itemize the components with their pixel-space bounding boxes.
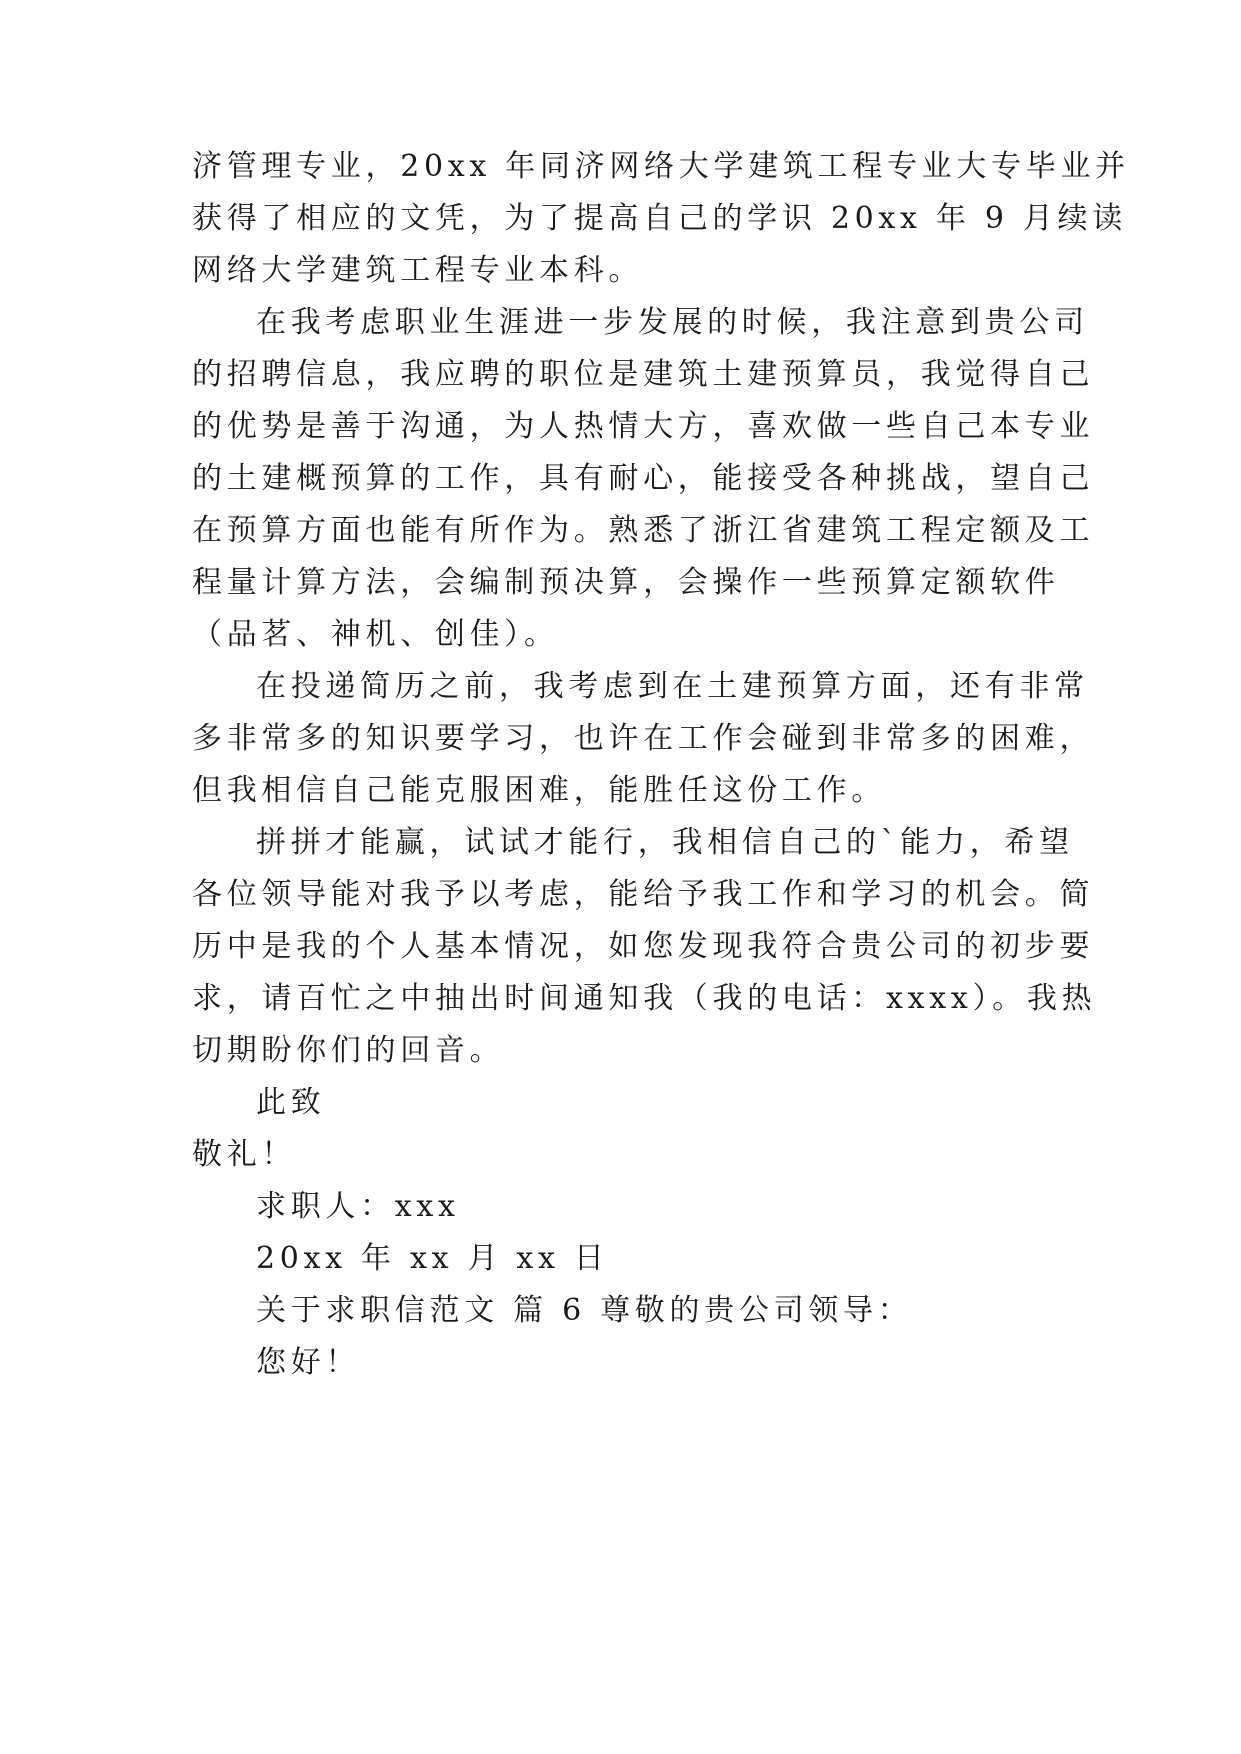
paragraph-start: 拼拼才能赢，试试才能行，我相信自己的`能力，希望: [256, 825, 1074, 860]
text-line: 获得了相应的文凭，为了提高自己的学识 20xx 年 9 月续读: [192, 201, 1127, 236]
text-line: 多非常多的知识要学习，也许在工作会碰到非常多的困难，: [192, 721, 1095, 756]
section-heading: 关于求职信范文 篇 6 尊敬的贵公司领导：: [256, 1293, 913, 1328]
text-line: 的土建概预算的工作，具有耐心，能接受各种挑战，望自己: [192, 461, 1095, 496]
paragraph-start: 在投递简历之前，我考虑到在土建预算方面，还有非常: [256, 669, 1089, 704]
signature-date: 20xx 年 xx 月 xx 日: [256, 1241, 609, 1276]
text-line: 求，请百忙之中抽出时间通知我（我的电话：xxxx）。我热: [192, 981, 1097, 1016]
closing-regards: 敬礼！: [192, 1137, 297, 1172]
text-line: （品茗、神机、创佳）。: [192, 617, 559, 652]
text-line: 济管理专业，20xx 年同济网络大学建筑工程专业大专毕业并: [192, 149, 1130, 184]
text-line: 网络大学建筑工程专业本科。: [192, 253, 644, 288]
paragraph-start: 在我考虑职业生涯进一步发展的时候，我注意到贵公司: [256, 305, 1089, 340]
text-line: 历中是我的个人基本情况，如您发现我符合贵公司的初步要: [192, 929, 1095, 964]
closing-salutation: 此致: [256, 1085, 326, 1120]
text-line: 但我相信自己能克服困难，能胜任这份工作。: [192, 773, 886, 808]
text-line: 程量计算方法，会编制预决算，会操作一些预算定额软件: [192, 565, 1060, 600]
text-line: 的招聘信息，我应聘的职位是建筑土建预算员，我觉得自己: [192, 357, 1095, 392]
text-line: 在预算方面也能有所作为。熟悉了浙江省建筑工程定额及工: [192, 513, 1095, 548]
text-line: 的优势是善于沟通，为人热情大方，喜欢做一些自己本专业: [192, 409, 1095, 444]
greeting: 您好！: [256, 1345, 361, 1380]
text-line: 各位领导能对我予以考虑，能给予我工作和学习的机会。简: [192, 877, 1095, 912]
text-line: 切期盼你们的回音。: [192, 1033, 505, 1068]
signature-name: 求职人：xxx: [256, 1189, 460, 1224]
